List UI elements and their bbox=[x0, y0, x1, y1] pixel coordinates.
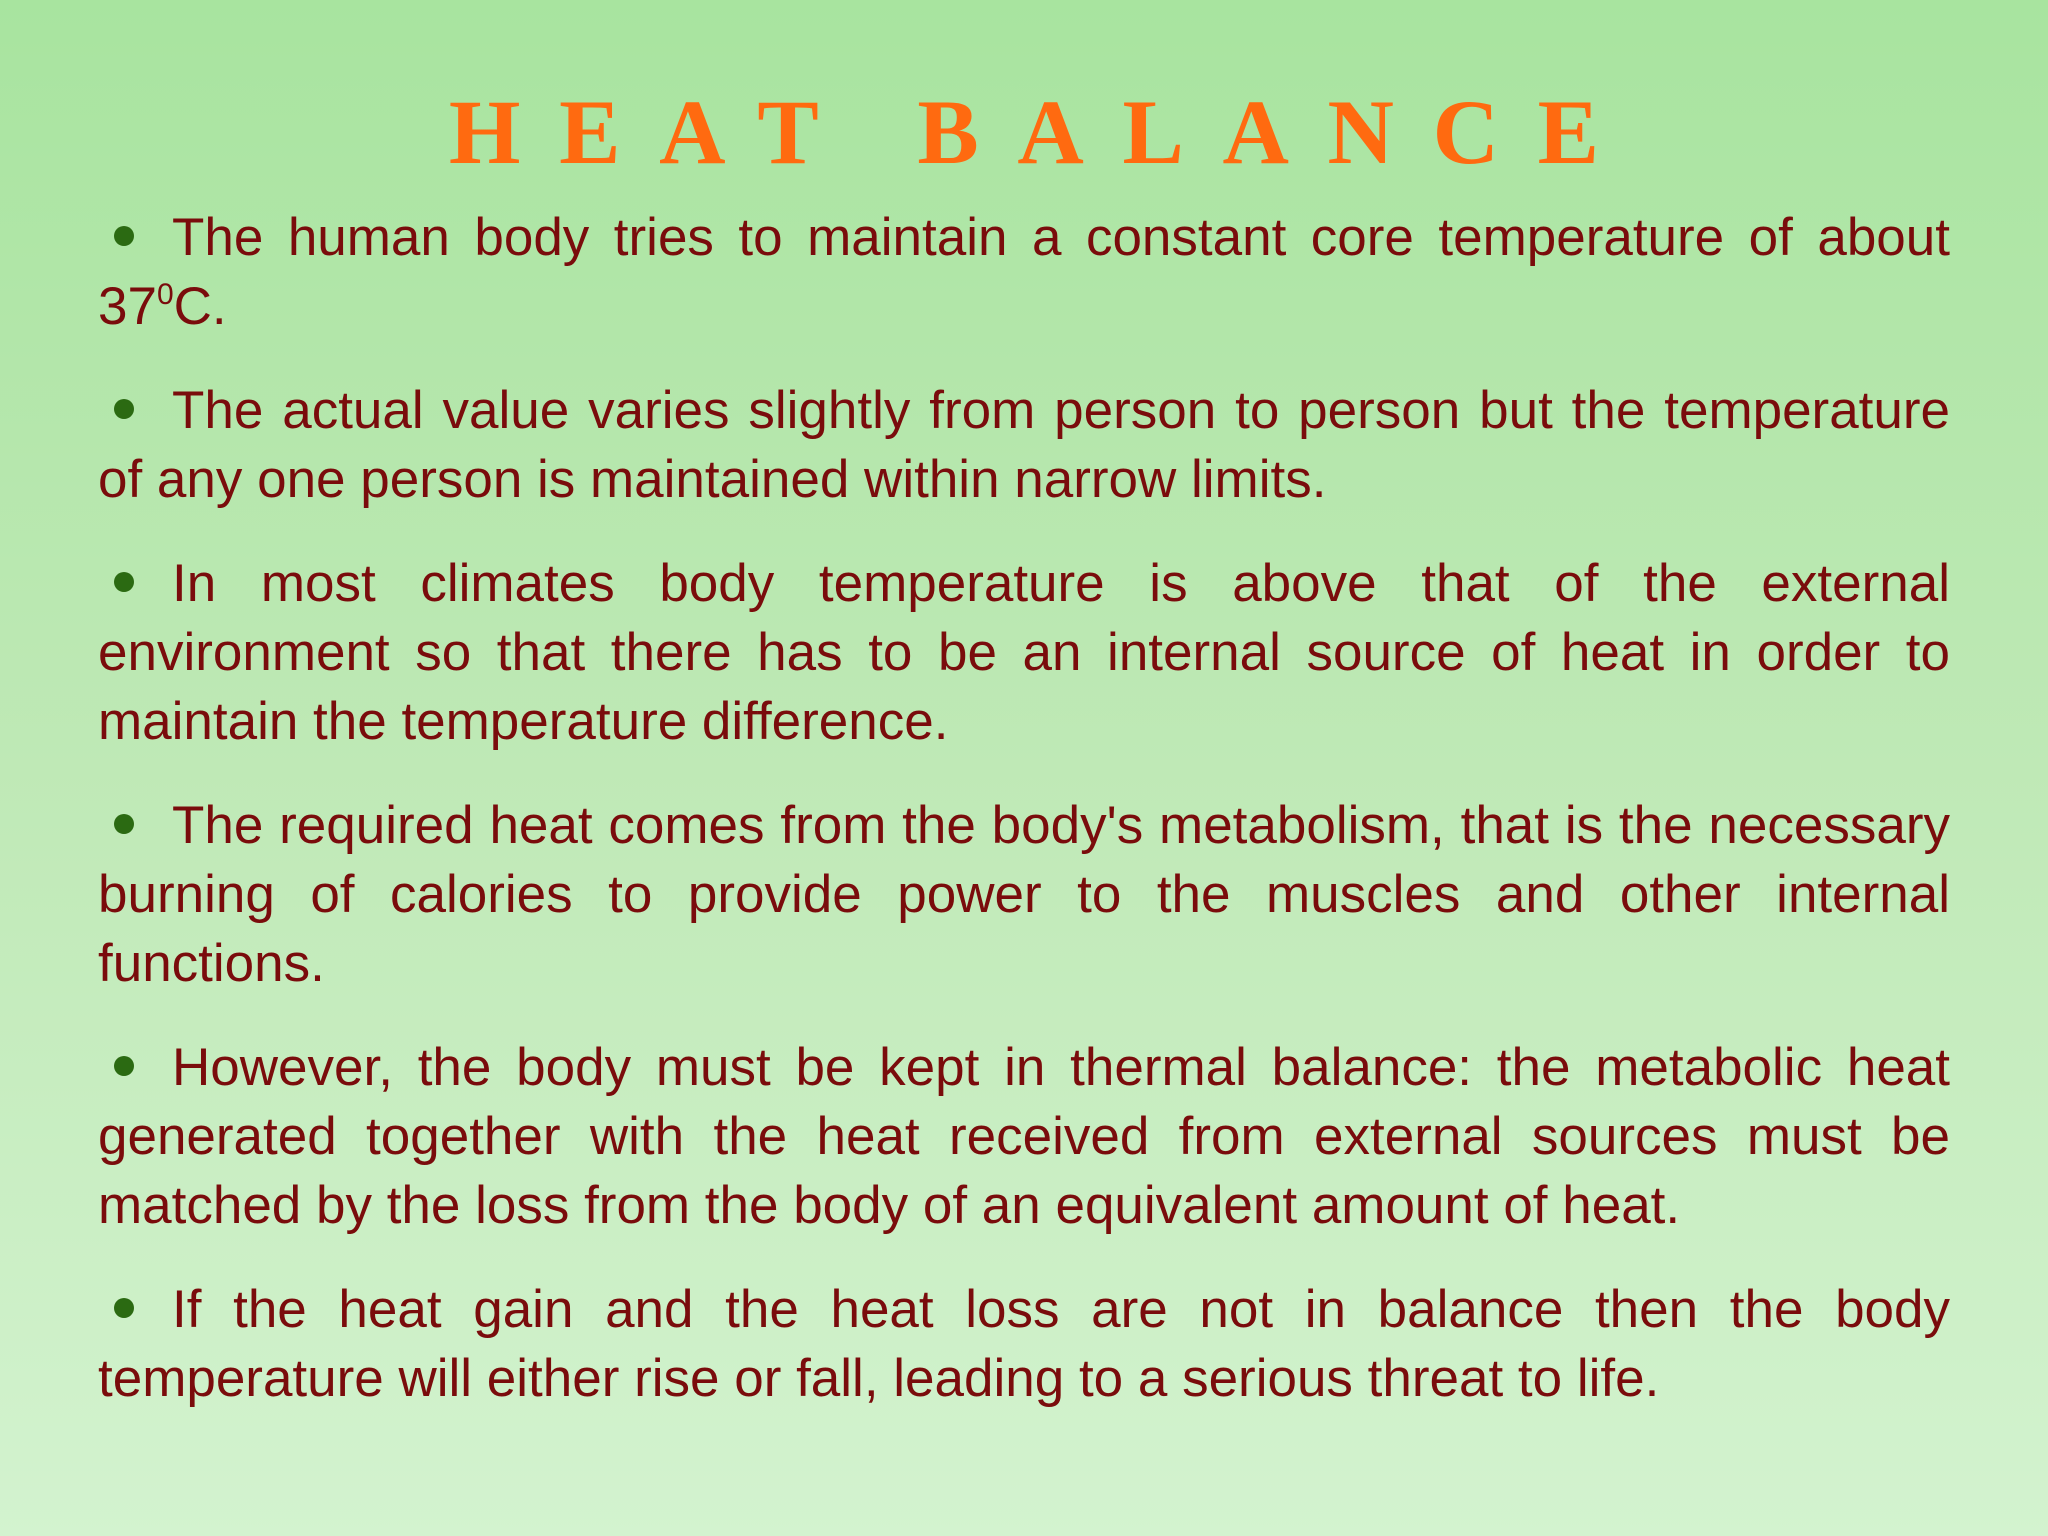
superscript-degree: 0 bbox=[156, 278, 174, 311]
bullet-text: In most climates body temperature is above that of the external environment so that there has to be an internal source of heat in order to maintain the temperature difference. bbox=[98, 554, 1950, 751]
bullet-dot-icon bbox=[114, 1056, 134, 1076]
bullet-dot-icon bbox=[114, 814, 134, 834]
bullet-item bbox=[98, 549, 1950, 756]
bullet-text: If the heat gain and the heat loss are not in balance then the body temperature will either rise or fall, leading to a serious threat to life. bbox=[98, 1280, 1950, 1408]
bullet-text: The actual value varies slightly from person to person but the temperature of any one person is maintained within narrow limits. bbox=[98, 381, 1950, 509]
bullet-item bbox=[98, 203, 1950, 341]
bullet-dot-icon bbox=[114, 572, 134, 592]
bullet-text: The required heat comes from the body's metabolism, that is the necessary burning of calories to provide power to the muscles and other internal functions. bbox=[98, 796, 1950, 993]
bullet-item bbox=[98, 791, 1950, 998]
bullet-item bbox=[98, 1275, 1950, 1413]
bullet-item bbox=[98, 376, 1950, 514]
bullet-list bbox=[98, 203, 1950, 1448]
slide-title: HEAT BALANCE bbox=[448, 81, 1638, 183]
bullet-dot-icon bbox=[114, 399, 134, 419]
bullet-text: However, the body must be kept in thermal balance: the metabolic heat generated together with the heat received from external sources must be matched by the loss from the body of an equivalent amount of heat. bbox=[98, 1038, 1950, 1235]
bullet-text: The human body tries to maintain a constant core temperature of about 37 bbox=[98, 208, 1950, 336]
bullet-dot-icon bbox=[114, 226, 134, 246]
bullet-text-unit: C. bbox=[173, 277, 227, 336]
bullet-dot-icon bbox=[114, 1298, 134, 1318]
bullet-item bbox=[98, 1033, 1950, 1240]
